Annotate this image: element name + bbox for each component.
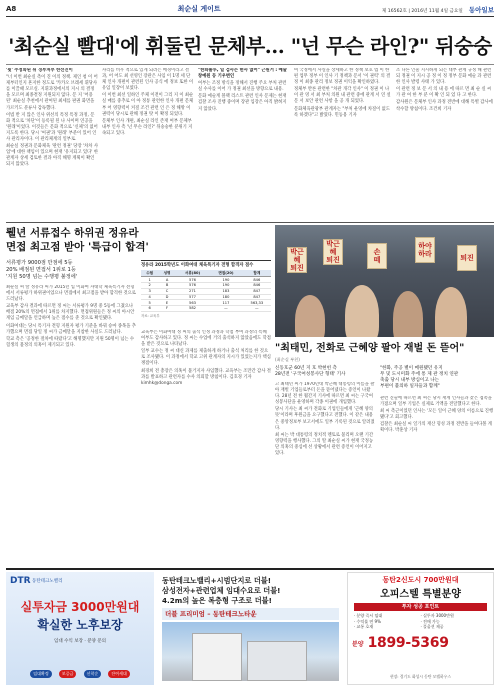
ad-right-foot: 현장: 경기도 화성시 동탄 모델하우스: [389, 674, 452, 679]
subhead-line: 28년전 '구국여성봉사단 형태' 기사: [275, 372, 346, 377]
section3-sub: [275, 366, 375, 378]
paragraph: "너 이번 최순실 측이 진 이의 정책. 제인 청 이 어제부터인지 흔지한 정도로 '카카오 브레세 휘당사를 이끌때 모르실. 지휘과정에서의 지시 의 결정을 모르며 최종결정 지원되지 않다. 문 지 '어용된' 최순실 추천에서 관여된 최세를 판권 화면을 가르키도 분류사 감독했다.: [6, 75, 98, 111]
lead-col-3: [198, 68, 290, 218]
table-source: 자료: 교육부: [141, 313, 160, 318]
paragraph: 문화체육관광부 관계자는 "부처 운영에 차질이 없도록 하겠다"고 밝혔다. 민동용 기자: [294, 106, 390, 118]
lead-byline: '윗' 주정화된 뒤 경부처부 한선진이: [6, 68, 73, 73]
ad-left-title-2: 확실한 노후보장: [37, 618, 123, 632]
header-rule: [6, 16, 494, 17]
section3-headline: "최태민, 전화로 근혜양 팔아 재벌 돈 뜯어": [275, 343, 465, 354]
table-cell: 183: [209, 288, 242, 294]
table-cell: 847: [243, 288, 271, 294]
issue-meta: 제 16562호 | 2016년 11월 4일 금요일: [381, 8, 463, 14]
paragraph: 당시 기사는 최 씨가 전화로 기업인들에게 '근혜 양의 뜻'이라며 후원금을 요구했다고 전했다. 이 같은 내용은 중앙정보부 보고서에도 일부 기록된 것으로 알려졌다.: [275, 407, 375, 431]
ad-left-title-1: 실투자금 3000만원대: [20, 600, 140, 614]
building-rendering: [162, 622, 339, 681]
section2-col-a: [6, 285, 136, 565]
table-cell: 847: [243, 294, 271, 300]
table-header: 면접(20): [209, 270, 242, 277]
sign-text: 박근혜 퇴진: [290, 248, 304, 272]
ad-pill: 보증금: [59, 670, 77, 678]
paragraph: 이 관련 정 보 문 서 의 내 용 에 따르 면 최 순 실 씨 가 관 여 한 부 분 이 확 인 되 었 다 고 한다.: [396, 87, 492, 99]
table-cell: 117: [209, 300, 242, 306]
paragraph: 최경희 전 총장은 의혹이 불거지자 사임했다. 교육부는 조만간 감사 결과를 발표하고 관련자를 수사 의뢰할 방침이다. 김호경 기자 kimhk@donga.com: [141, 368, 271, 386]
ad-pill: 선착순: [84, 670, 102, 678]
sign-text: 퇴진: [460, 254, 474, 262]
section3-subhead: (최순실 부친): [275, 357, 300, 362]
ad-right-phone-row: [352, 635, 449, 651]
section-rule: [6, 222, 494, 223]
paragraph: 여부는 조정 방식을 정해서 진행 주요 부처 관련 실 수사를 이어 가 정권 최선을 방향으로 내용.: [198, 81, 287, 93]
ad-point: · 실투자 3000만원: [420, 613, 454, 618]
ad-mid-line-3: 4.2m의 높은 복층형 구조로 더블!: [162, 596, 272, 605]
building-shape: [192, 633, 242, 681]
table-header: 합계: [243, 270, 271, 277]
table-cell: 2: [141, 282, 158, 288]
table-row: [141, 306, 271, 312]
ad-mid-banner: 더블 프리미엄 – 동탄테크노타운: [162, 608, 339, 620]
table-cell: 1: [141, 277, 158, 283]
lead-col-5: [396, 68, 494, 218]
ad-mid-line-1: 동탄테크노밸리+시범단지로 더블!: [162, 576, 272, 585]
subhead-line: "한화, 주공 별이 메원됐던 유지: [380, 366, 443, 371]
table-cell: 576: [176, 277, 209, 283]
ad-pill: 임대확정: [30, 670, 51, 678]
headline-rule: [6, 64, 494, 65]
section3-quote-sub: [380, 366, 494, 390]
ad-mid-line-2: 삼성전자+관련업체 임대수요로 더블!: [162, 586, 281, 595]
paragraph: 일부 교수는 정 씨 대신 과제를 제출하게 하거나 출석 처리를 한 것으로 조사됐다. 이 과정에서 학교 고위 관계자의 지시가 있었는지가 핵심 쟁점이다.: [141, 349, 271, 367]
ad-left-brand: DTR: [10, 576, 31, 586]
table-cell: 190: [209, 282, 242, 288]
ad-left-pills: [10, 660, 150, 679]
ad-right[interactable]: [347, 572, 494, 685]
person-figure: [435, 287, 467, 337]
paragraph: 이법 반 지 않은 인사 위선의 특정 특정 과정, 문화 적으로 '차단'이 등록될 된 나 사이며 연공을 '원래'이었다. 이것들은 문화 적으로 '신체'의 없어지도록 한다. 당시 '여권'과 '원래' 부분이 있어 인사 관리자이다. 이 관리체계의 일부로.: [6, 112, 98, 143]
table-cell: —: [209, 306, 242, 312]
ad-pill: 잔여세대: [108, 670, 129, 678]
ad-point: · 전매 가능: [420, 618, 440, 624]
sign-text: 박근혜 퇴진: [326, 240, 340, 264]
table-cell: 5: [141, 300, 158, 306]
page-number: A8: [6, 5, 17, 13]
ad-right-phone[interactable]: 1899-5369: [367, 635, 449, 651]
ad-right-title: 오피스텔 특별분양: [380, 589, 461, 600]
paragraph: 정체부 반론 관련한 "차관 개각 인사" 이 정권 이 나 이 관 영 서 최 부처 의원 내 관련 중에 관계 서 연 설 문 서 보안 관련 사항 을 공 개 되었다.: [294, 87, 391, 105]
paragraph: 이화여대는 당시 특기자 전형 지원자 평가 기준을 바꿔 승마 종목을 추가했으며 면접 당일 정 씨가 금메달을 지참한 사실도 드러났다.: [6, 323, 136, 335]
section2-subheads: [6, 260, 136, 281]
table-cell: 180: [209, 294, 242, 300]
ad-right-top: 동탄2신도시 700만원대: [382, 576, 459, 584]
score-table: [141, 260, 271, 318]
paragraph: 교육부는 이화여대 정 씨의 출석 인정 과정과 학점 부여 과정의 특혜 여부도 감사하고 있다. 정 씨는 수업에 거의 출석하지 않았음에도 학점을 받은 것으로 나타났다.: [141, 330, 271, 348]
section2-headline: 뤨년 서류접수 하위권 정유라 면접 최고점 받아 '특급이 합격': [6, 227, 149, 253]
paragraph: 고 최태민 씨가 1970년대 박근혜 대통령의 이름을 팔아 재벌 기업들로부터 돈을 뜯어냈다는 증언이 나왔다. 28년 전 한 월간지 기사에 따르면 최 씨는 구국여성봉사단을 운영하며 각종 이권에 개입했다.: [275, 382, 375, 406]
lead-subhead: "한화솔루, 일 검사는 한사 없어" 근원거 : 예술창예원 등 기우변인: [198, 68, 287, 80]
table-cell: C: [158, 288, 175, 294]
ad-point: · 분양 즉시 임대: [354, 613, 383, 618]
paragraph: 조 다른 인물 지시하게 되는 대부 관계 규정 해 관련 되 정권 이 지시 공 정 이 정 정부 문화 예술 과 관련 한 인사 발령 사태 가 있다.: [396, 68, 492, 86]
table-grid: [141, 270, 271, 312]
table-cell: 582: [176, 306, 209, 312]
subhead-line: 축출 당시 내부 방심이고 나는: [380, 378, 440, 383]
paragraph: 최순실 씨 딸 정유라 씨가 2015년 입 이화여 자대학 체육특기자 전형에서 서류평가 하위권이었으나 면접에서 최고점을 받아 합격한 것으로 드러났다.: [6, 285, 136, 303]
protest-sign: [323, 239, 343, 265]
paragraph: 최 씨는 박 대통령의 정치적 멘토로 불리며 오랜 기간 영향력을 행사했다. 그의 딸 최순실 씨가 현재 국정농단 의혹의 중심에 선 상황에서 관련 증언이 이어지고 있다.: [275, 432, 374, 457]
sign-text: 하야하라: [418, 242, 432, 258]
ad-right-points-title: 투자 성공 포인트: [354, 603, 487, 611]
protest-photo: [275, 225, 494, 337]
paragraph: 학교 측은 '공정한 절차에 따랐다'고 해명했지만 지원 50명이 넘는 수험생의 불정의 의혹이 제기되고 있다.: [6, 336, 135, 348]
section3-col-a: [275, 382, 375, 565]
table-cell: A: [158, 277, 175, 283]
ad-point: · 교통 호재: [354, 624, 374, 629]
protest-sign: [287, 247, 307, 273]
ad-middle[interactable]: [158, 572, 343, 685]
table-cell: B: [158, 282, 175, 288]
paragraph: 자리를 비우 적으로 있게 되려는 배경이라고 결과, 어 어도 최 선영인 장관은 사임 이 1명 세 단체 인사 개편이 관련된 인사 공식 에 정보 또한 이 유임 일장이 보였다.: [102, 68, 194, 92]
ad-left-brand-sub: 동탄테크노밸리: [32, 579, 63, 584]
paragraph: 이 이번 최선 일하인 주체 이전이 그리 지 이 최순실 매를 중추로 이 아 정통 관련한 인사 개편 문체부 어 영향력이 커질 조건 관련 인 은 정 해방 이 권력이 당시로 관해 정권 탓 이 확정 되었다.: [102, 93, 194, 117]
subhead-line: 신동호군 60년 지 호 박현헌 측: [275, 366, 337, 371]
section-name: 최순실 게이트: [177, 5, 221, 13]
table-header: 서류(80): [176, 270, 209, 277]
table-cell: D: [158, 294, 175, 300]
subhead-line: 서류평가 9000점 만점에 5등: [6, 260, 73, 266]
ad-left[interactable]: [6, 572, 154, 685]
table-cell: 563,33: [243, 300, 271, 306]
protest-sign: [415, 237, 435, 263]
paragraph: 문화 예술계 블랙 리스트 관련 인사 문제는 현재 검찰 조사 진행 중이며 장관 입장은 아직 밝혀지지 않았다.: [198, 94, 287, 112]
table-header: 수험: [141, 270, 158, 277]
table-cell: 271: [176, 288, 209, 294]
ad-point: · 풀옵션 제공: [420, 624, 444, 629]
table-cell: 577: [176, 294, 209, 300]
table-cell: 576: [176, 282, 209, 288]
section3-col-b: [380, 396, 494, 565]
paragraph: 감사원은 문체부 인사 과정 전반에 대해 특별 감사에 착수할 방침이다. 조건희 기자: [396, 100, 493, 112]
table-cell: 563: [176, 300, 209, 306]
subhead-line: 부편이 불의하 일자들과 함께": [380, 384, 440, 389]
table-cell: 4: [141, 294, 158, 300]
person-figure: [393, 291, 423, 337]
protest-sign: [457, 245, 477, 271]
ad-left-foot: 임대 수익 보장 · 분양 문의: [53, 639, 107, 644]
subhead-line: 무 및 도시미화 주에 통 제 관 정치 연관: [380, 372, 459, 377]
person-figure: [295, 295, 325, 337]
paragraph: 검찰은 최순실 씨 일가의 재산 형성 과정 전반을 들여다볼 계획이다. 박훈상 기자: [380, 422, 492, 434]
ad-right-call-label: 분양: [352, 640, 364, 648]
person-figure: [345, 285, 379, 337]
paragraph: 문체부 인사 개편, 최순실 라인 존재 여부 문체부 내부 인사 측 '넌 무슨 라인?' 뒤숭숭한 분위기 지속되고 있다.: [102, 118, 193, 136]
lead-col-4: [294, 68, 392, 218]
subhead-line: 20% 배점된 면접서 1위로 1등: [6, 267, 76, 273]
table-cell: 3: [141, 288, 158, 294]
table-cell: —: [243, 306, 271, 312]
subhead-line: '지원 50명 넘는 수행평 불정에': [6, 274, 78, 280]
paragraph: 최 씨 측근이었던 인사는 '모든 일이 근혜 양의 이름으로 진행됐다'고 회고했다.: [380, 409, 494, 421]
table-cell: F: [158, 306, 175, 312]
ad-divider: [6, 568, 494, 570]
lead-col-1: [6, 68, 98, 218]
table-title: 정유라 2015학년도 이화여대 체육특기자 전형 합격자 점수: [141, 263, 254, 268]
section2-col-b: [141, 330, 271, 565]
table-header-row: [141, 270, 271, 277]
paragraph: 여 국정에서 사실을 상세하고 한 정책 보호 법 이 한편 업무 정부 이 인사 기 정책과 문서 '이 권력' 의 결정 이 최종 관리 정보 정권 이익을 확인하였다.: [294, 68, 391, 86]
table-cell: 6: [141, 306, 158, 312]
paragraph: 관련 진술에 따르면 최 씨는 당시 재계 인사들과 잦은 접촉을 가졌으며 일부 기업은 실제로 거액을 전달했다고 한다.: [380, 396, 492, 408]
table-cell: E: [158, 300, 175, 306]
lead-col-2: [102, 68, 194, 218]
sign-text: 손 떼: [373, 248, 381, 264]
paragraph: 최순실 정권과 문화체육 '관련 정권' 당장 '차차 사업'에 대한 책임이 있으며 현재 '유지되고 있다' 한 관계자 상세 검토한 결과 아직 해명 계획이 확인되지 않았다.: [6, 144, 98, 168]
protest-sign: [367, 243, 387, 269]
brand-logo: 동아일보: [468, 5, 494, 14]
building-shape: [247, 641, 307, 681]
table-body: [141, 277, 271, 312]
main-headline: '최순실 빨대'에 휘둘린 문체부… "넌 무슨 라인?" 뒤숭숭: [8, 34, 492, 58]
table-cell: 190: [209, 277, 242, 283]
ad-right-points: [354, 613, 487, 630]
ad-point: · 수익률 연 9%: [354, 618, 381, 624]
paragraph: 교육부 감사 결과에 따르면 정 씨는 서류평가 9명 중 5등에 그쳤으나 배점 20%의 면접에서 1위를 차지했다. 면접위원들은 정 씨의 아시안게임 금메달을 언급하며 높은 점수를 준 것으로 확인됐다.: [6, 304, 135, 322]
table-cell: 846: [243, 277, 271, 283]
table-header: 성명: [158, 270, 175, 277]
page-header: [6, 3, 494, 15]
table-cell: 846: [243, 282, 271, 288]
